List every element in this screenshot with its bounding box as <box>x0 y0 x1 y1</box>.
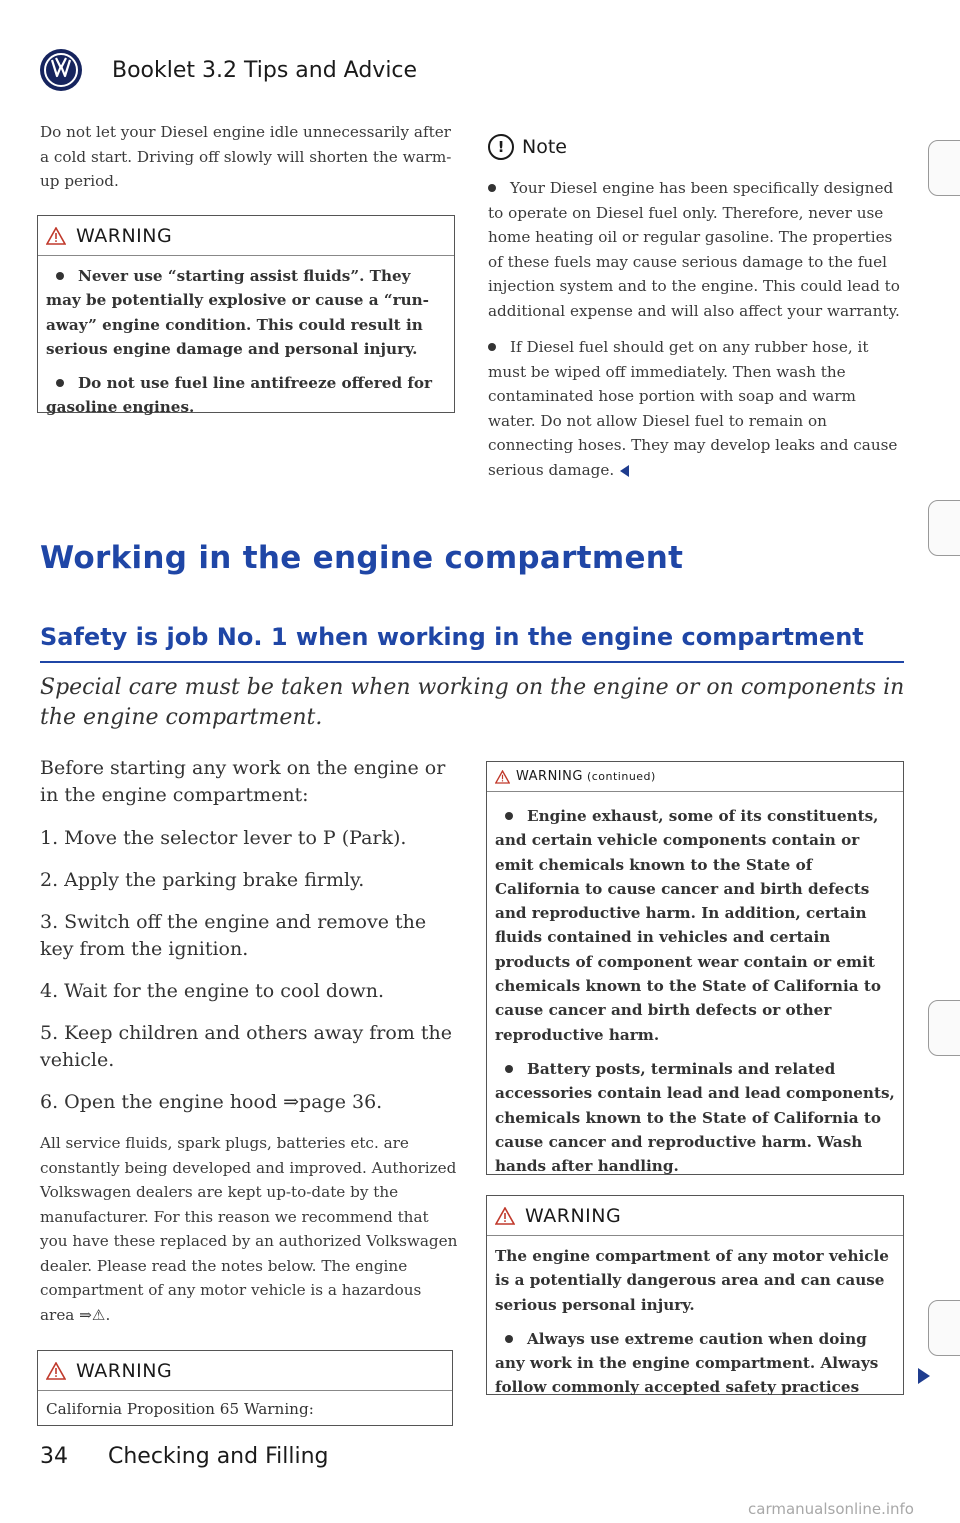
note-item: If Diesel fuel should get on any rubber hose, it must be wiped off immediately. Then wash the contaminated hose portion with soap and warm water. Do not allow Diesel fuel to remain on connecting hoses. They may develop leaks and cause serious damage. <box>488 338 898 479</box>
vw-logo-icon <box>40 49 82 91</box>
watermark: carmanualsonline.info <box>748 1500 914 1518</box>
warning-triangle-icon <box>46 1362 66 1380</box>
before-text: Before starting any work on the engine or in the engine compartment: <box>40 757 446 806</box>
warning-title: WARNING <box>516 769 583 784</box>
thumb-tab <box>928 1000 960 1056</box>
intro-text: Do not let your Diesel engine idle unnecessarily after a cold start. Driving off slowly will shorten the warm-up period. <box>40 123 452 190</box>
thumb-tab <box>928 140 960 196</box>
warning-item: Do not use fuel line antifreeze offered for gasoline engines. <box>46 374 433 417</box>
warning-title: WARNING <box>76 224 173 247</box>
warning-triangle-icon <box>495 1207 515 1225</box>
warning-header <box>38 216 454 256</box>
end-marker-icon <box>620 465 629 477</box>
warning-item: Always use extreme caution when doing any work in the engine compartment. Always follow commonly accepted safety practices <box>495 1329 879 1397</box>
page-header <box>40 48 417 92</box>
warning-header <box>487 762 903 792</box>
page-footer <box>40 1444 328 1469</box>
warning-header <box>38 1351 452 1391</box>
thumb-tab <box>928 500 960 556</box>
warning-body <box>38 256 454 434</box>
booklet-title: Booklet 3.2 Tips and Advice <box>112 57 418 83</box>
section-title: Working in the engine compartment <box>40 540 684 576</box>
thumb-tab <box>928 1300 960 1356</box>
note-title: Note <box>522 136 567 158</box>
warning-body <box>487 1236 903 1414</box>
warning-box-continued <box>486 761 904 1175</box>
warning-item: Engine exhaust, some of its constituents, and certain vehicle components contain or emit chemicals known to the State of California to cause cancer and birth defects and reproductive harm. In addition, certain fluids contained in vehicles and certain products of component wear contain or emit chemicals known to the State of California to cause cancer and birth defects or other reproductive harm. <box>495 807 881 1044</box>
continue-arrow-icon <box>918 1368 930 1384</box>
warning-title: WARNING <box>76 1359 173 1382</box>
note-info-icon: ! <box>488 134 514 160</box>
step-item: 6. Open the engine hood ⇒page 36. <box>40 1091 383 1113</box>
warning-body: California Proposition 65 Warning: <box>46 1400 314 1418</box>
step-item: 2. Apply the parking brake firmly. <box>40 869 365 891</box>
warning-box-engine-compartment <box>486 1195 904 1395</box>
warning-box-fluids <box>37 215 455 417</box>
service-text: All service fluids, spark plugs, batteries etc. are constantly being developed and improved. Authorized Volkswagen dealers are kept up-to-date by the manufacturer. For this reason we recommend that you have these replaced by an authorized Volkswagen dealer. Please read the notes below. The engine compartment of any motor vehicle is a hazardous area ⇒⚠. <box>40 1134 458 1324</box>
subsection-rule <box>40 661 904 663</box>
subsection-title: Safety is job No. 1 when working in the engine compartment <box>40 623 864 651</box>
note-header <box>488 134 908 160</box>
warning-triangle-icon <box>46 227 66 245</box>
step-item: 3. Switch off the engine and remove the key from the ignition. <box>40 911 427 960</box>
warning-body <box>487 792 903 1192</box>
warning-title: WARNING <box>525 1204 622 1227</box>
page-number: 34 <box>40 1444 68 1469</box>
warning-box-prop65 <box>37 1350 453 1426</box>
step-item: 1. Move the selector lever to P (Park). <box>40 827 407 849</box>
step-item: 4. Wait for the engine to cool down. <box>40 980 385 1002</box>
note-item: Your Diesel engine has been specifically designed to operate on Diesel fuel only. Therefore, never use home heating oil or regular gasoline. The properties of these fuels may cause serious damage to the fuel injection system and to the engine. This could lead to additional expense and will also affect your warranty. <box>488 179 900 320</box>
warning-intro: The engine compartment of any motor vehicle is a potentially dangerous area and can cause serious personal injury. <box>495 1247 889 1314</box>
warning-header <box>487 1196 903 1236</box>
note-block <box>488 134 908 482</box>
warning-subtitle: (continued) <box>586 770 656 783</box>
lead-text: Special care must be taken when working on the engine or on components in the engine compartment. <box>40 675 905 730</box>
warning-triangle-icon <box>495 770 510 784</box>
warning-item: Never use “starting assist fluids”. They may be potentially explosive or cause a “run-away” engine condition. This could result in serious engine damage and personal injury. <box>46 267 429 358</box>
warning-item: Battery posts, terminals and related accessories contain lead and lead components, chemicals known to the State of California to cause cancer and reproductive harm. Wash hands after handling. <box>495 1059 895 1176</box>
footer-section: Checking and Filling <box>108 1444 329 1469</box>
steps-list <box>40 825 460 1116</box>
step-item: 5. Keep children and others away from the vehicle. <box>40 1022 452 1071</box>
